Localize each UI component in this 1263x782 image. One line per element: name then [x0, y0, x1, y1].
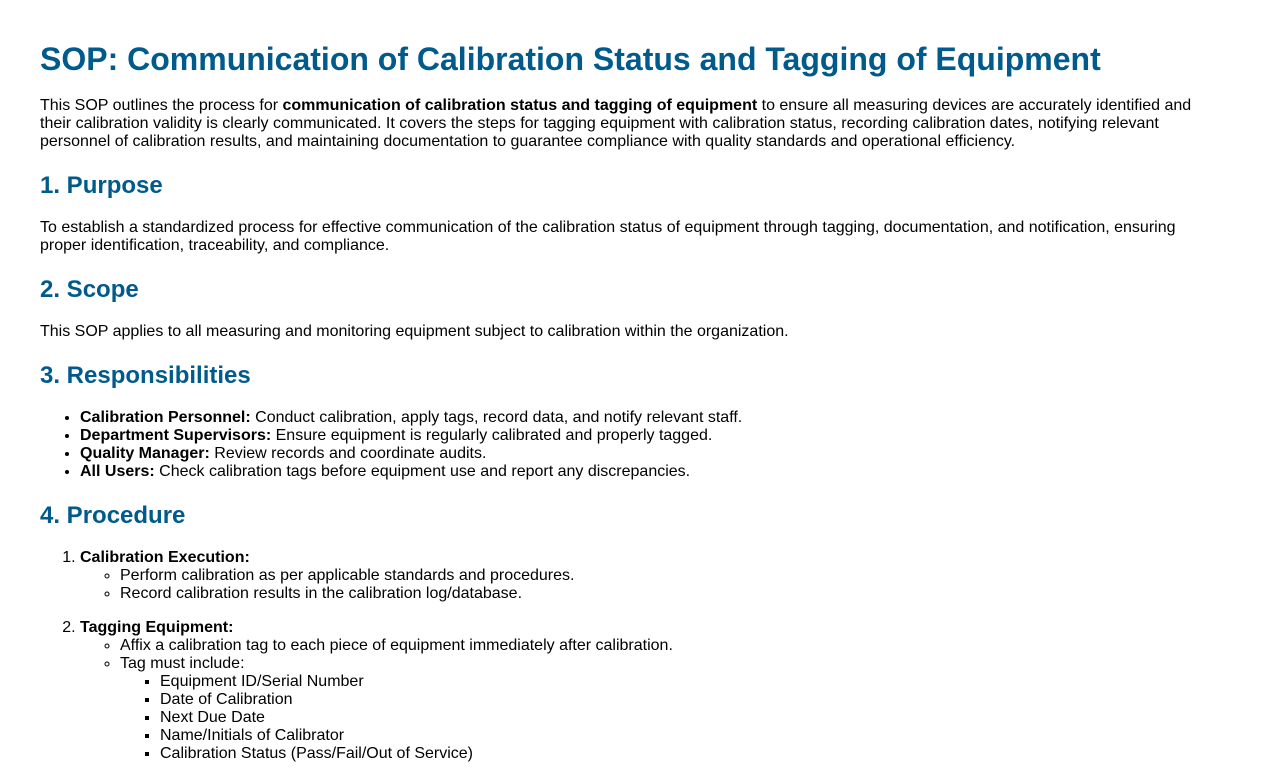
role-label: All Users: [80, 463, 155, 480]
intro-suffix: to ensure all measuring devices are accurately identified and their calibration validity is clearly communicated. It covers the steps for tagging equipment with calibration status, recording calibration dates, notifying relevant personnel of calibration results, and maintaining documentation to guarantee compliance with quality standards and operational efficiency. [40, 97, 1192, 150]
role-label: Calibration Personnel: [80, 409, 251, 426]
procedure-step [80, 619, 673, 763]
step-sublist [80, 567, 673, 603]
list-item: ▪ Calibration Status (Pass/Fail/Out of Service) [160, 745, 673, 763]
responsibilities-list [40, 409, 742, 481]
purpose-text: To establish a standardized process for effective communication of the calibration status of equipment through tagging, documentation, and notification, ensuring proper identification, traceability, and compliance. [40, 219, 1176, 254]
list-item: ◦ Affix a calibration tag to each piece of equipment immediately after calibration. [120, 637, 673, 655]
list-item [80, 427, 742, 445]
list-item [80, 409, 742, 427]
step-title: Tagging Equipment: [80, 619, 234, 636]
responsibilities-heading: 3. Responsibilities [40, 362, 251, 389]
page-title: SOP: Communication of Calibration Status and Tagging of Equipment [40, 41, 1101, 77]
procedure-step [80, 549, 673, 619]
tag-include-label: Tag must include: [120, 655, 245, 672]
tag-fields-list [120, 673, 673, 763]
list-item: ◦ Perform calibration as per applicable standards and procedures. [120, 567, 673, 585]
role-text: Check calibration tags before equipment use and report any discrepancies. [154, 463, 691, 480]
scope-heading: 2. Scope [40, 276, 139, 303]
role-text: Conduct calibration, apply tags, record data, and notify relevant staff. [250, 409, 743, 426]
intro-paragraph [40, 97, 1200, 151]
procedure-heading: 4. Procedure [40, 502, 186, 529]
purpose-heading: 1. Purpose [40, 172, 163, 199]
list-item: ▪ Name/Initials of Calibrator [160, 727, 673, 745]
intro-bold: communication of calibration status and tagging of equipment [282, 97, 758, 114]
procedure-list [40, 549, 673, 763]
scope-text: This SOP applies to all measuring and monitoring equipment subject to calibration within the organization. [40, 323, 789, 340]
step-title: Calibration Execution: [80, 549, 250, 566]
role-label: Quality Manager: [80, 445, 210, 462]
list-item: ◦ Record calibration results in the calibration log/database. [120, 585, 673, 603]
list-item: ▪ Date of Calibration [160, 691, 673, 709]
list-item [80, 463, 742, 481]
role-text: Ensure equipment is regularly calibrated and properly tagged. [271, 427, 713, 444]
step-sublist [80, 637, 673, 763]
role-label: Department Supervisors: [80, 427, 272, 444]
intro-prefix: This SOP outlines the process for [40, 97, 283, 114]
list-item [80, 445, 742, 463]
list-item [120, 655, 673, 763]
role-text: Review records and coordinate audits. [209, 445, 487, 462]
list-item: ▪ Next Due Date [160, 709, 673, 727]
list-item: ▪ Equipment ID/Serial Number [160, 673, 673, 691]
